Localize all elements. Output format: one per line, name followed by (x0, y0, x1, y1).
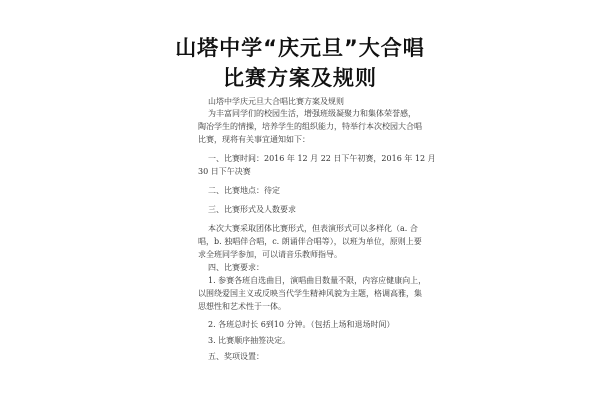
document-title-line-2: 比赛方案及规则 (223, 66, 377, 90)
section-four-line: 3. 比赛顺序抽签决定。 (208, 336, 291, 345)
section-four-line: 以围绕爱国主义或反映当代学生精神风貌为主题，格调高雅，集 (198, 289, 422, 298)
document-title-line-1: 山塔中学“庆元旦”大合唱 (175, 36, 425, 60)
paragraph-line: 陶冶学生的情操，培养学生的组织能力，特举行本次校园大合唱 (198, 122, 422, 131)
section-four-line: 思想性和艺术性于一体。 (198, 302, 286, 311)
section-three-line: 本次大赛采取团体比赛形式，但表演形式可以多样化（a. 合 (208, 224, 418, 233)
section-four-line: 1. 参赛各班自选曲目，演唱曲目数量不限，内容应健康向上， (208, 276, 427, 285)
section-three-line: 唱，b. 独唱伴合唱，c. 朗诵伴合唱等），以班为单位，原则上要 (198, 237, 422, 246)
section-one-line: 一、比赛时间：2016 年 12 月 22 日下午初赛，2016 年 12 月 (208, 154, 436, 163)
section-five-heading: 五、奖项设置： (208, 352, 264, 361)
paragraph-line: 为丰富同学们的校园生活，增强班级凝聚力和集体荣誉感， (208, 109, 416, 118)
section-four-heading: 四、比赛要求： (208, 263, 264, 272)
section-three-line: 求全班同学参加，可以请音乐教师指导。 (198, 250, 342, 259)
section-two-line: 二、比赛地点：待定 (208, 186, 280, 195)
section-one-line: 30 日下午决赛 (198, 167, 251, 176)
section-four-line: 2. 各班总时长 6到10 分钟。（包括上场和退场时间） (208, 320, 395, 329)
section-three-heading: 三、比赛形式及人数要求 (208, 205, 296, 214)
document-subtitle: 山塔中学庆元旦大合唱比赛方案及规则 (208, 97, 344, 106)
paragraph-line: 比赛，现将有关事宜通知如下： (198, 135, 310, 144)
